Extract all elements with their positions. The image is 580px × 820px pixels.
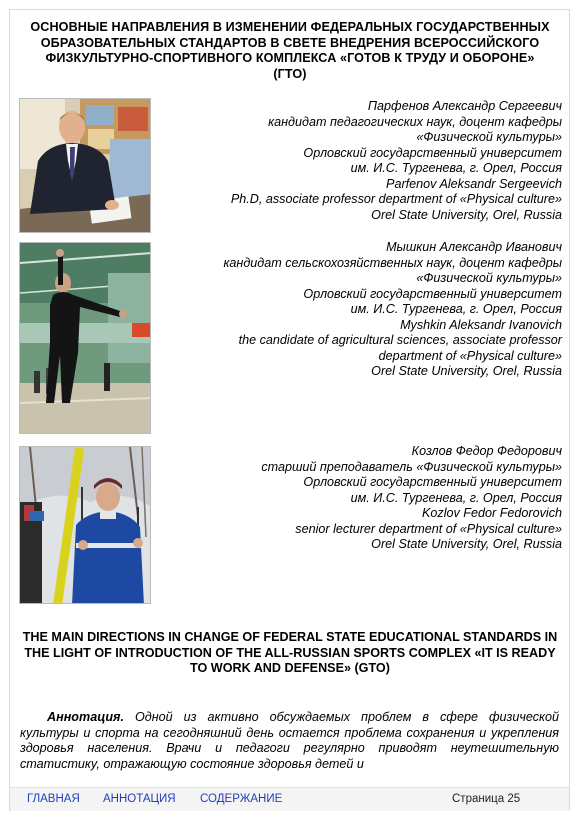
author-info-parfenov bbox=[172, 99, 562, 223]
author-info-myshkin bbox=[172, 240, 562, 380]
author-position-en: senior lecturer department of «Physical culture» bbox=[295, 521, 562, 536]
abstract-paragraph bbox=[20, 710, 559, 772]
author-university-en: Orel State University, Orel, Russia bbox=[371, 364, 562, 378]
author-name-en: Myshkin Aleksandr Ivanovich bbox=[400, 317, 562, 332]
author-name-ru: Козлов Федор Федорович bbox=[411, 444, 562, 458]
author-name-en: Kozlov Fedor Fedorovich bbox=[422, 506, 562, 520]
author-department-en: department of «Physical culture» bbox=[378, 348, 562, 363]
portrait-skier-image bbox=[20, 447, 151, 604]
abstract-label: Аннотация. bbox=[47, 710, 124, 724]
author-degree-en: the candidate of agricultural sciences, associate professor bbox=[238, 333, 562, 347]
author-location-ru: им. И.С. Тургенева, г. Орел, Россия bbox=[350, 490, 562, 505]
author-info-kozlov bbox=[172, 444, 562, 553]
contents-link[interactable]: СОДЕРЖАНИЕ bbox=[200, 793, 283, 805]
author-degree-ru: кандидат сельскохозяйственных наук, доцент кафедры bbox=[223, 255, 562, 270]
author-photo-myshkin bbox=[19, 242, 151, 434]
author-photo-parfenov bbox=[19, 98, 151, 233]
author-position-ru: старший преподаватель «Физической культуры» bbox=[261, 459, 562, 474]
author-university-ru: Орловский государственный университет bbox=[303, 286, 562, 301]
abstract-text: Одной из активно обсуждаемых проблем в сфере физической культуры и спорта на сегодняшний день остается проблема сохранения и укрепления здоровья населения. Врачи и педагоги регулярно приводят неутешительную статистику, отражающую состояние здоровья детей и bbox=[20, 710, 559, 771]
title-english: THE MAIN DIRECTIONS IN CHANGE OF FEDERAL STATE EDUCATIONAL STANDARDS IN THE LIGHT OF INTRODUCTION OF THE ALL-RUSSIAN SPORTS COMPLEX «IT IS READY TO WORK AND DEFENSE» (GTO) bbox=[22, 630, 558, 675]
author-photo-kozlov bbox=[19, 446, 151, 604]
portrait-gym-image bbox=[20, 243, 151, 434]
author-name-en: Parfenov Aleksandr Sergeevich bbox=[386, 176, 562, 191]
author-department-ru: «Физической культуры» bbox=[416, 271, 562, 285]
author-university-ru: Орловский государственный университет bbox=[303, 145, 562, 160]
author-location-ru: им. И.С. Тургенева, г. Орел, Россия bbox=[350, 161, 562, 175]
author-university-en: Orel State University, Orel, Russia bbox=[371, 537, 562, 551]
author-name-ru: Мышкин Александр Иванович bbox=[386, 240, 562, 254]
author-university-ru: Орловский государственный университет bbox=[303, 475, 562, 489]
author-degree-ru: кандидат педагогических наук, доцент кафедры bbox=[268, 114, 562, 129]
annotation-link[interactable]: АННОТАЦИЯ bbox=[103, 793, 176, 805]
author-university-en: Orel State University, Orel, Russia bbox=[371, 207, 562, 222]
title-russian: ОСНОВНЫЕ НАПРАВЛЕНИЯ В ИЗМЕНЕНИИ ФЕДЕРАЛЬНЫХ ГОСУДАРСТВЕННЫХ ОБРАЗОВАТЕЛЬНЫХ СТАНДАРТОВ В СВЕТЕ ВНЕДРЕНИЯ ВСЕРОССИЙСКОГО ФИЗКУЛЬТУРНО-СПОРТИВНОГО КОМПЛЕКСА «ГОТОВ К ТРУДУ И ОБОРОНЕ» (ГТО) bbox=[30, 20, 550, 81]
author-location-ru: им. И.С. Тургенева, г. Орел, Россия bbox=[350, 302, 562, 316]
portrait-desk-image bbox=[20, 99, 151, 233]
author-name-ru: Парфенов Александр Сергеевич bbox=[367, 99, 562, 113]
author-degree-en: Ph.D, associate professor department of «Physical culture» bbox=[230, 192, 562, 206]
page-number: Страница 25 bbox=[452, 793, 521, 805]
footer-nav bbox=[10, 787, 569, 811]
author-department-ru: «Физической культуры» bbox=[416, 130, 562, 144]
home-link[interactable]: ГЛАВНАЯ bbox=[27, 793, 80, 805]
